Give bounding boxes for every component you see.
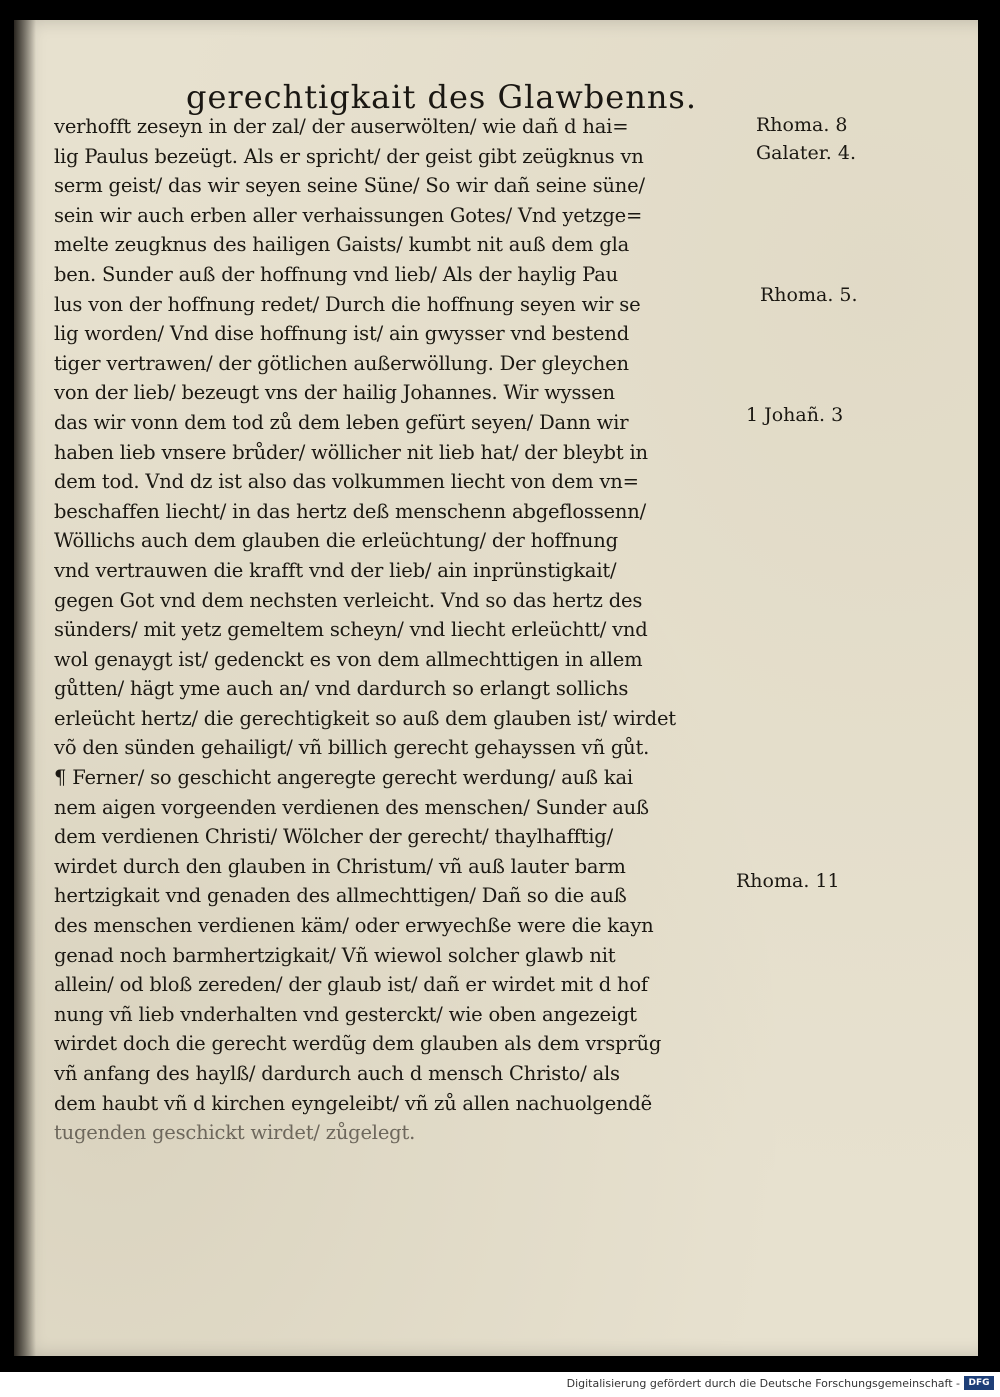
text-line: verhofft zeseyn in der zal/ der auserwölten/ wie dañ d hai= [54, 115, 629, 138]
text-line: das wir vonn dem tod zů dem leben gefürt seyen/ Dann wir [54, 410, 629, 434]
text-line: ben. Sunder auß der hoffnung vnd lieb/ Als der haylig Pau [54, 262, 619, 286]
text-line: Wöllichs auch dem glauben die erleüchtung/ der hoffnung [54, 529, 618, 553]
text-line: vnd vertrauwen die krafft vnd der lieb/ ain inprünstigkait/ [54, 558, 617, 582]
text-line: serm geist/ das wir seyen seine Süne/ So wir dañ seine süne/ [54, 174, 645, 198]
body-text [54, 112, 744, 1148]
margin-note-romans-11: Rhoma. 11 [736, 870, 840, 892]
footer-bar [0, 1372, 1000, 1397]
margin-note-romans-8: Rhoma. 8 [756, 114, 848, 136]
margin-note-romans-5: Rhoma. 5. [760, 284, 858, 306]
text-line: nung vñ lieb vnderhalten vnd gesterckt/ wie oben angezeigt [54, 1002, 637, 1026]
text-line: sein wir auch erben aller verhaissungen Gotes/ Vnd yetzge= [54, 203, 643, 227]
text-line: genad noch barmhertzigkait/ Vñ wiewol solcher glawb nit [54, 943, 616, 967]
text-line: dem tod. Vnd dz ist also das volkummen liecht von dem vn= [54, 470, 639, 494]
text-line: beschaffen liecht/ in das hertz deß menschenn abgeflossenn/ [54, 499, 646, 523]
margin-note-galatians-4: Galater. 4. [756, 142, 856, 164]
text-line: tiger vertrawen/ der götlichen außerwöllung. Der gleychen [54, 351, 629, 375]
text-line: wol genaygt ist/ gedenckt es von dem allmechttigen in allem [54, 647, 643, 671]
dfg-logo: DFG [964, 1376, 994, 1390]
text-line: lus von der hoffnung redet/ Durch die hoffnung seyen wir se [54, 292, 641, 316]
text-line: des menschen verdienen käm/ oder erwyechße were die kayn [54, 914, 654, 938]
funding-credit: Digitalisierung gefördert durch die Deutsche Forschungsgemeinschaft - [566, 1377, 960, 1390]
page-gutter-shadow [14, 20, 36, 1356]
margin-note-john-3: 1 Johañ. 3 [746, 404, 844, 426]
text-line: võ den sünden gehailigt/ vñ billich gerecht gehayssen vñ gůt. [54, 736, 650, 760]
text-line: tugenden geschickt wirdet/ zůgelegt. [54, 1121, 416, 1145]
text-line: lig Paulus bezeügt. Als er spricht/ der geist gibt zeügknus vn [54, 144, 644, 168]
text-line: haben lieb vnsere brůder/ wöllicher nit lieb hat/ der bleybt in [54, 440, 648, 464]
text-line: wirdet doch die gerecht werdũg dem glauben als dem vrsprũg [54, 1032, 662, 1056]
text-line: dem verdienen Christi/ Wölcher der gerecht/ thaylhafftig/ [54, 825, 613, 849]
text-line: melte zeugknus des hailigen Gaists/ kumbt nit auß dem gla [54, 233, 630, 257]
text-line: vñ anfang des haylß/ dardurch auch d mensch Christo/ als [54, 1062, 620, 1085]
text-line: von der lieb/ bezeugt vns der hailig Johannes. Wir wyssen [54, 381, 615, 405]
text-line: sünders/ mit yetz gemeltem scheyn/ vnd liecht erleüchtt/ vnd [54, 618, 648, 642]
text-line: allein/ od bloß zereden/ der glaub ist/ dañ er wirdet mit d hof [54, 973, 648, 997]
text-line: wirdet durch den glauben in Christum/ vñ auß lauter barm [54, 854, 626, 878]
text-line: dem haubt vñ d kirchen eyngeleibt/ vñ zů allen nachuolgendẽ [54, 1091, 653, 1115]
text-line: erleücht hertz/ die gerechtigkeit so auß dem glauben ist/ wirdet [54, 706, 676, 730]
text-line: hertzigkait vnd genaden des allmechttigen/ Dañ so die auß [54, 884, 627, 908]
running-head: gerechtigkait des Glawbenns. [186, 78, 698, 116]
text-line: gůtten/ hägt yme auch an/ vnd dardurch so erlangt sollichs [54, 677, 629, 701]
text-line: gegen Got vnd dem nechsten verleicht. Vnd so das hertz des [54, 588, 643, 612]
text-line: lig worden/ Vnd dise hoffnung ist/ ain gwysser vnd bestend [54, 322, 629, 346]
text-line: ¶ Ferner/ so geschicht angeregte gerecht werdung/ auß kai [54, 766, 633, 790]
text-line: nem aigen vorgeenden verdienen des menschen/ Sunder auß [54, 795, 649, 819]
